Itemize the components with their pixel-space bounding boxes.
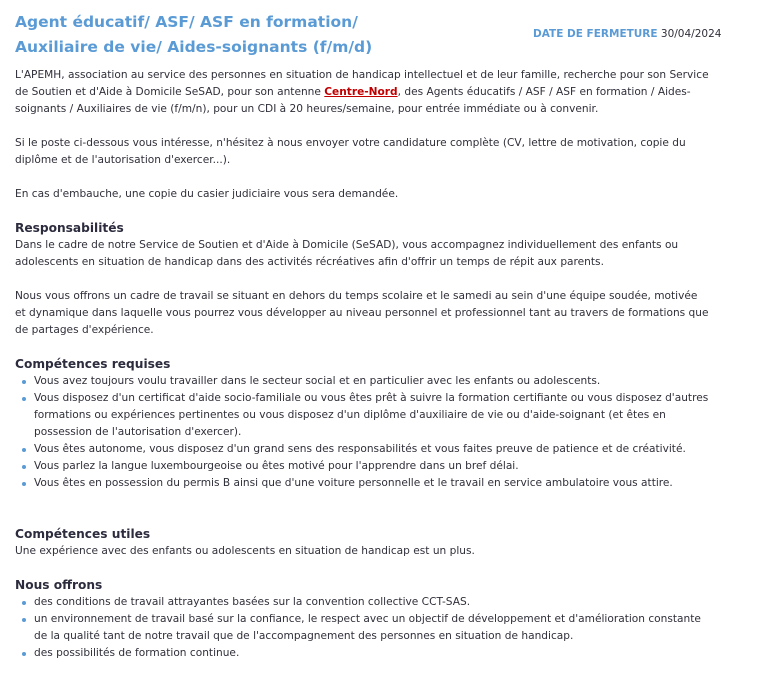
list-item: des possibilités de formation continue. xyxy=(34,645,710,662)
responsibilities-heading: Responsabilités xyxy=(15,221,124,235)
closing-date xyxy=(533,27,721,41)
job-description xyxy=(15,67,710,662)
responsibilities-paragraph-1: Dans le cadre de notre Service de Soutien et d'Aide à Domicile (SeSAD), vous accompagnez individuellement des enfants ou adolescents en situation de handicap dans des activités récréatives afin d'offrir un temps de répit aux parents. xyxy=(15,239,679,268)
closing-date-label: DATE DE FERMETURE xyxy=(533,28,658,40)
list-item: des conditions de travail attrayantes basées sur la convention collective CCT-SAS. xyxy=(34,594,710,611)
intro-paragraph-3: En cas d'embauche, une copie du casier judiciaire vous sera demandée. xyxy=(15,188,399,200)
list-item: Vous disposez d'un certificat d'aide socio-familiale ou vous êtes prêt à suivre la formation certifiante ou vous disposez d'autres formations ou expériences pertinentes ou vous disposez d'un diplôme d'auxiliaire de vie ou d'aide-soignant (et êtes en possession de l'autorisation d'exercer). xyxy=(34,390,710,441)
intro-text-before: L'APEMH, association au service des personnes en situation de handicap intellectuel et de leur famille, recherche pour son Service de Soutien et d'Aide à Domicile SeSAD, pour son antenne xyxy=(15,69,709,98)
intro-paragraph-1 xyxy=(15,67,710,118)
spacer xyxy=(15,492,710,526)
intro-text-after: , des Agents éducatifs / ASF / ASF en formation / Aides-soignants / Auxiliaires de vie (f/m/n), pour un CDI à 20 heures/semaine, pour entrée immédiate ou à convenir. xyxy=(15,86,691,115)
list-item: Vous êtes autonome, vous disposez d'un grand sens des responsabilités et vous faites preuve de patience et de créativité. xyxy=(34,441,710,458)
required-skills-list xyxy=(15,373,710,492)
responsibilities-paragraph-2: Nous vous offrons un cadre de travail se situant en dehors du temps scolaire et le samedi au sein d'une équipe soudée, motivée et dynamique dans laquelle vous pourrez vous développer au niveau personnel et professionnel tant au travers de formations que de partages d'expérience. xyxy=(15,290,709,336)
required-skills-heading: Compétences requises xyxy=(15,357,171,371)
useful-skills-heading: Compétences utiles xyxy=(15,527,151,541)
job-title xyxy=(15,10,515,60)
list-item: un environnement de travail basé sur la confiance, le respect avec un objectif de développement et d'amélioration constante de la qualité tant de notre travail que de l'accompagnement des personnes en situation de handicap. xyxy=(34,611,710,645)
offer-list xyxy=(15,594,710,662)
list-item: Vous êtes en possession du permis B ainsi que d'une voiture personnelle et le travail en service ambulatoire vous attire. xyxy=(34,475,710,492)
list-item: Vous parlez la langue luxembourgeoise ou êtes motivé pour l'apprendre dans un bref délai. xyxy=(34,458,710,475)
job-title-line-2: Auxiliaire de vie/ Aides-soignants (f/m/d) xyxy=(15,38,373,56)
centre-nord-link[interactable]: Centre-Nord xyxy=(324,86,398,98)
job-title-line-1: Agent éducatif/ ASF/ ASF en formation/ xyxy=(15,13,358,31)
closing-date-value: 30/04/2024 xyxy=(660,28,722,40)
intro-paragraph-2: Si le poste ci-dessous vous intéresse, n'hésitez à nous envoyer votre candidature complète (CV, lettre de motivation, copie du diplôme et de l'autorisation d'exercer...). xyxy=(15,137,686,166)
useful-skills-paragraph: Une expérience avec des enfants ou adolescents en situation de handicap est un plus. xyxy=(15,545,475,557)
list-item: Vous avez toujours voulu travailler dans le secteur social et en particulier avec les enfants ou adolescents. xyxy=(34,373,710,390)
offer-heading: Nous offrons xyxy=(15,578,103,592)
